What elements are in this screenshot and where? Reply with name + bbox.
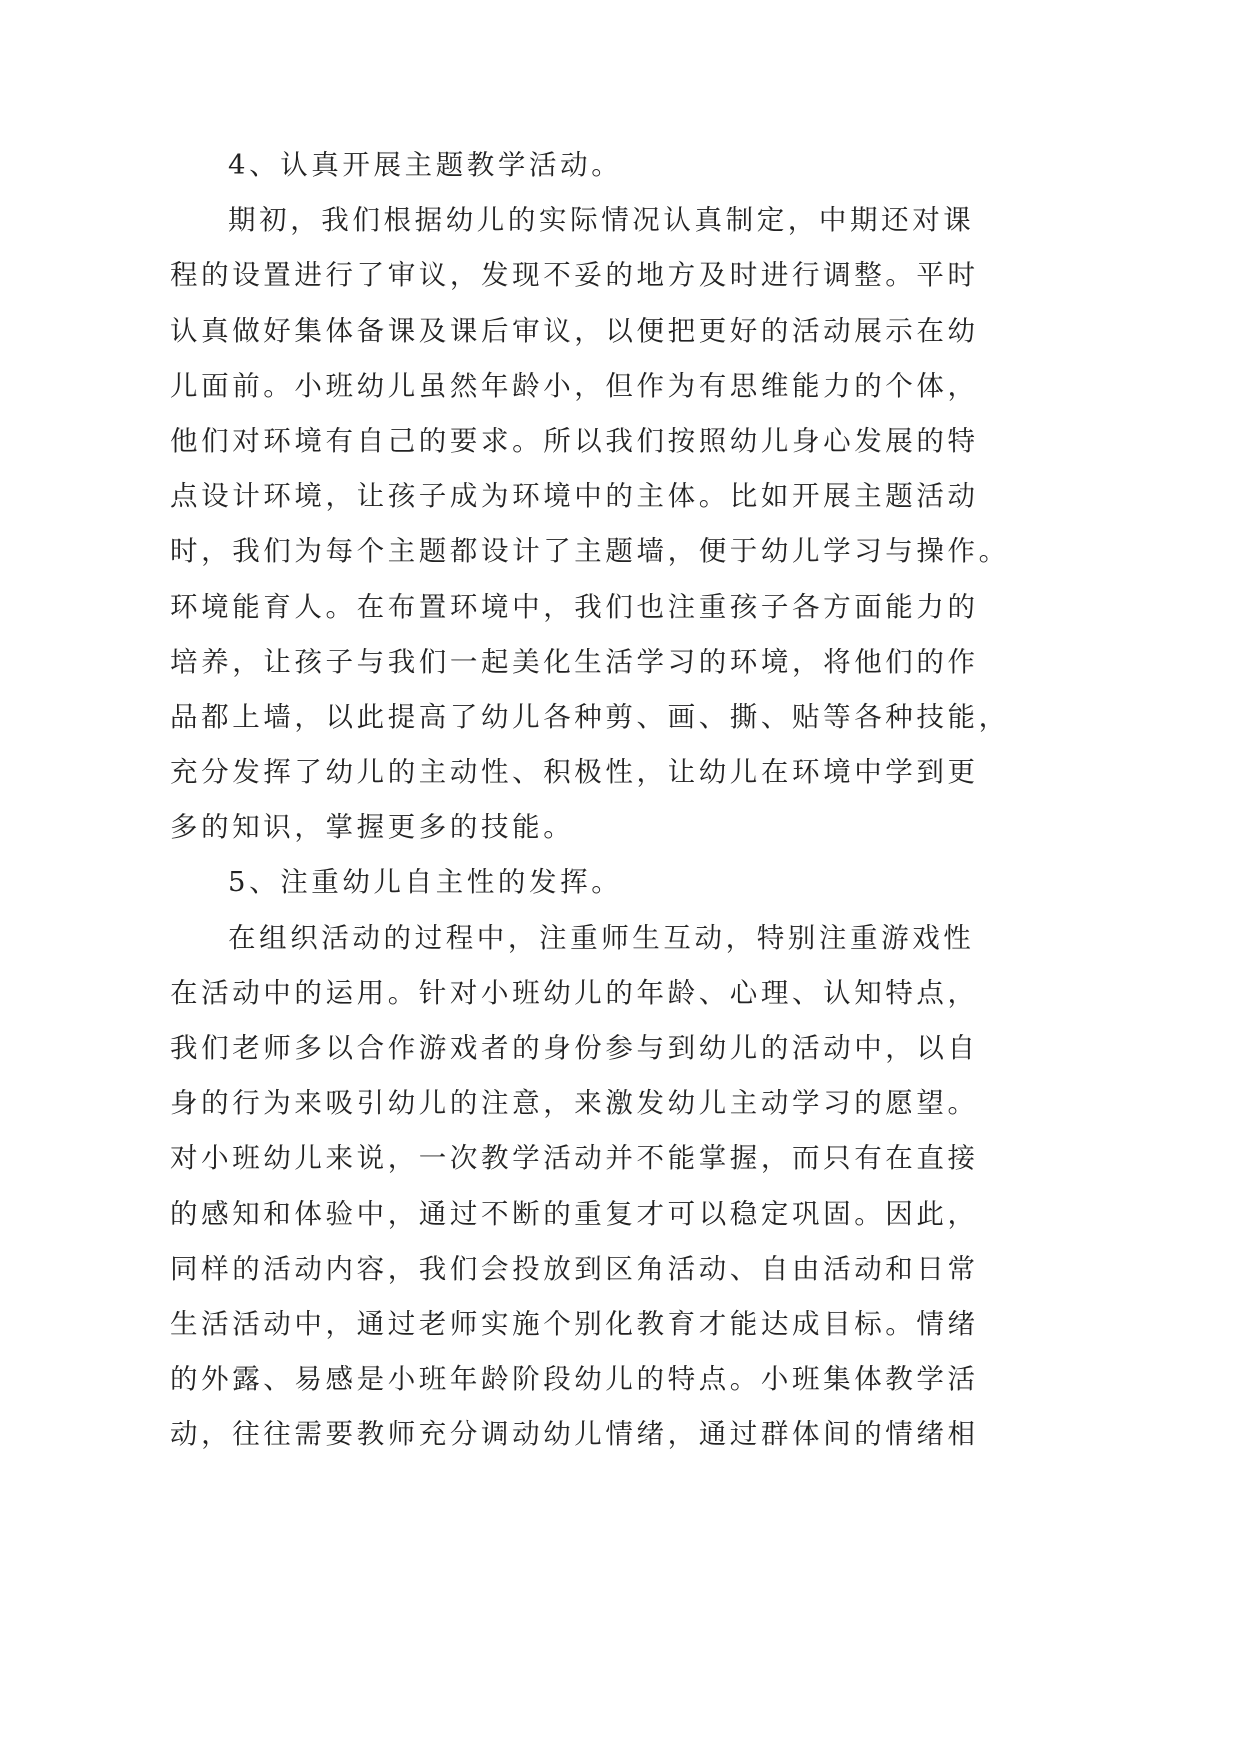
paragraph-line: 点设计环境，让孩子成为环境中的主体。比如开展主题活动 bbox=[170, 480, 979, 513]
paragraph-line: 的外露、易感是小班年龄阶段幼儿的特点。小班集体教学活 bbox=[170, 1363, 979, 1396]
paragraph-line: 我们老师多以合作游戏者的身份参与到幼儿的活动中，以自 bbox=[170, 1032, 979, 1064]
paragraph-line: 他们对环境有自己的要求。所以我们按照幼儿身心发展的特 bbox=[170, 424, 979, 457]
paragraph-line: 在组织活动的过程中，注重师生互动，特别注重游戏性 bbox=[228, 921, 975, 954]
paragraph-line: 充分发挥了幼儿的主动性、积极性，让幼儿在环境中学到更 bbox=[170, 756, 979, 789]
paragraph-line: 儿面前。小班幼儿虽然年龄小，但作为有思维能力的个体， bbox=[170, 369, 979, 402]
paragraph-line: 多的知识，掌握更多的技能。 bbox=[170, 811, 575, 844]
paragraph-line: 认真做好集体备课及课后审议，以便把更好的活动展示在幼 bbox=[170, 314, 979, 347]
paragraph-line: 生活活动中，通过老师实施个别化教育才能达成目标。情绪 bbox=[170, 1307, 979, 1340]
paragraph-line: 的感知和体验中，通过不断的重复才可以稳定巩固。因此， bbox=[170, 1197, 979, 1230]
paragraph-line: 品都上墙，以此提高了幼儿各种剪、画、撕、贴等各种技能， bbox=[170, 700, 1010, 733]
document-page bbox=[170, 138, 1010, 1463]
paragraph-line: 程的设置进行了审议，发现不妥的地方及时进行调整。平时 bbox=[170, 259, 979, 292]
section-4-heading: 4、认真开展主题教学活动。 bbox=[228, 149, 623, 181]
paragraph-line: 动，往往需要教师充分调动幼儿情绪，通过群体间的情绪相 bbox=[170, 1418, 979, 1451]
paragraph-line: 期初，我们根据幼儿的实际情况认真制定，中期还对课 bbox=[228, 204, 975, 237]
section-5-heading: 5、注重幼儿自主性的发挥。 bbox=[228, 866, 623, 899]
paragraph-line: 时，我们为每个主题都设计了主题墙，便于幼儿学习与操作。 bbox=[170, 535, 1010, 568]
paragraph-line: 身的行为来吸引幼儿的注意，来激发幼儿主动学习的愿望。 bbox=[170, 1087, 979, 1120]
paragraph-line: 同样的活动内容，我们会投放到区角活动、自由活动和日常 bbox=[170, 1252, 979, 1285]
paragraph-line: 培养，让孩子与我们一起美化生活学习的环境，将他们的作 bbox=[170, 645, 979, 678]
paragraph-line: 环境能育人。在布置环境中，我们也注重孩子各方面能力的 bbox=[170, 590, 979, 623]
paragraph-line: 在活动中的运用。针对小班幼儿的年龄、心理、认知特点， bbox=[170, 976, 979, 1009]
paragraph-line: 对小班幼儿来说，一次教学活动并不能掌握，而只有在直接 bbox=[170, 1142, 979, 1175]
